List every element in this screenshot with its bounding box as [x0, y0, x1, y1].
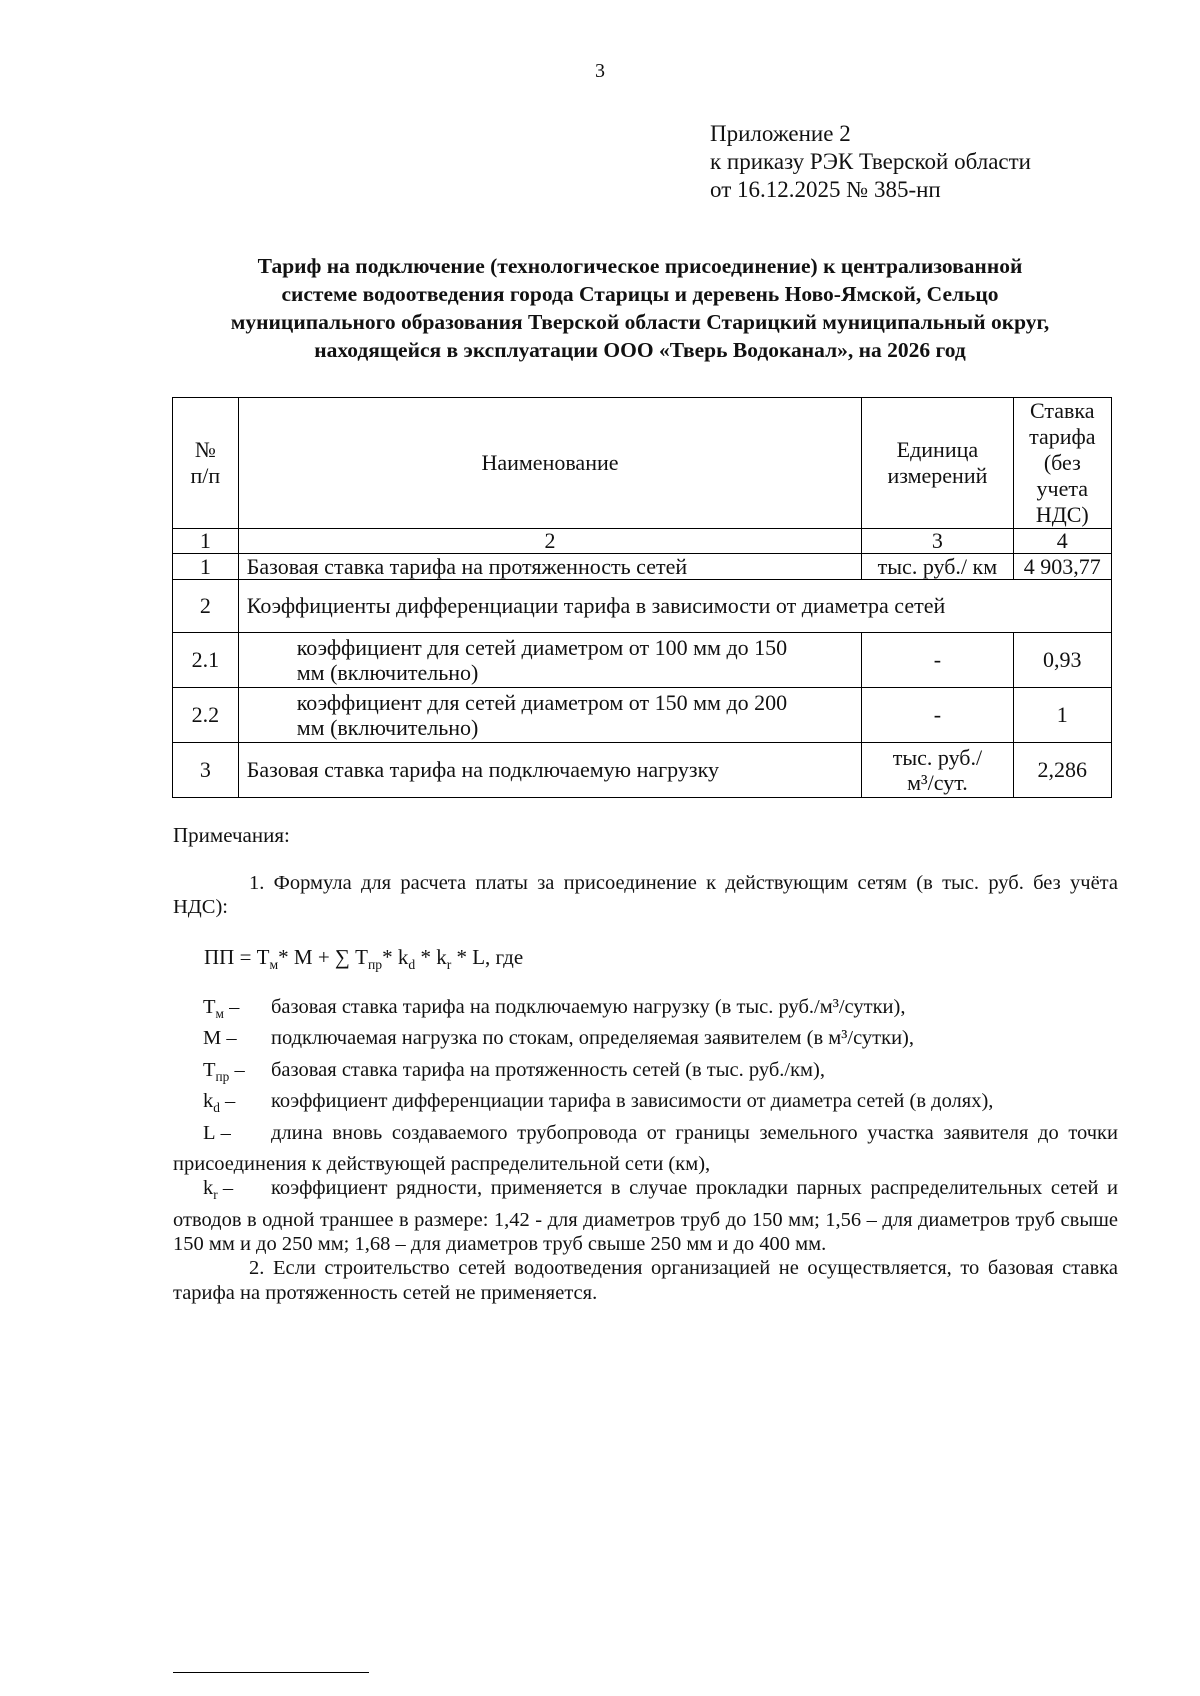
definition-text: базовая ставка тарифа на протяженность сетей (в тыс. руб./км), [271, 1058, 825, 1081]
formula-definitions [173, 995, 1118, 1305]
header-text: Единица [896, 437, 979, 462]
row-unit: - [862, 633, 1013, 688]
header-text: № [194, 437, 216, 462]
definition-term: Т [203, 1058, 216, 1081]
row-rate: 1 [1013, 688, 1111, 743]
definition-text: коэффициент рядности, применяется в случае прокладки парных распределительных сетей и отводов в одной траншее в размере: 1,42 - для диаметров труб до 150 мм; 1,56 – для диаметров труб свыше 150 мм и до 250 мм; 1,68 – для диаметров труб свыше 250 мм и до 400 мм. [173, 1177, 1118, 1255]
definition-item [173, 1176, 1118, 1256]
definition-term-subscript: r [213, 1187, 218, 1203]
definition-dash: – [223, 996, 240, 1018]
formula-part: * k [382, 945, 409, 969]
formula-subscript: r [446, 957, 452, 973]
header-number [173, 398, 239, 529]
definition-text: базовая ставка тарифа на подключаемую нагрузку (в тыс. руб./м³/сутки), [271, 996, 906, 1018]
row-number: 2.2 [173, 688, 239, 743]
row-name-line: коэффициент для сетей диаметром от 150 мм до 200 [296, 690, 788, 715]
definition-term: М [203, 1027, 222, 1050]
header-rate [1013, 398, 1111, 529]
table-header-row [173, 398, 1112, 529]
column-number-row [173, 529, 1112, 554]
definition-term: L [203, 1121, 216, 1144]
title-line: системе водоотведения города Старицы и деревень Ново-Ямской, Сельцо [281, 282, 999, 306]
header-name: Наименование [238, 398, 862, 529]
title-line: муниципального образования Тверской области Старицкий муниципальный округ, [230, 310, 1050, 334]
table-row [173, 580, 1112, 633]
row-name: Базовая ставка тарифа на подключаемую нагрузку [238, 743, 862, 798]
appendix-line: Приложение 2 [710, 121, 851, 146]
definition-item [173, 1026, 1118, 1057]
page-number: 3 [595, 60, 605, 82]
definition-text: коэффициент дифференциации тарифа в зависимости от диаметра сетей (в долях), [271, 1090, 994, 1113]
appendix-line: от 16.12.2025 № 385-нп [710, 177, 941, 202]
row-number: 2 [173, 580, 239, 633]
appendix-line: к приказу РЭК Тверской области [710, 149, 1031, 174]
definition-term: Т [203, 996, 216, 1018]
formula-subscript: пр [367, 957, 383, 973]
definition-term-subscript: м [215, 1006, 224, 1022]
row-name: Коэффициенты дифференциации тарифа в зависимости от диаметра сетей [238, 580, 1111, 633]
definition-term: k [203, 1177, 214, 1200]
notes-heading: Примечания: [173, 823, 290, 847]
document-title [160, 252, 1120, 364]
header-unit [862, 398, 1013, 529]
definition-dash: – [221, 1027, 237, 1050]
note-1: 1. Формула для расчета платы за присоединение к действующим сетям (в тыс. руб. без учёта НДС): [173, 872, 1118, 918]
definition-dash: – [217, 1177, 234, 1200]
formula-part: * k [415, 945, 447, 969]
definition-item [173, 1089, 1118, 1120]
definition-term-subscript: пр [215, 1068, 230, 1084]
row-number: 3 [173, 743, 239, 798]
header-text: Ставка [1030, 398, 1095, 423]
column-number: 1 [173, 529, 239, 554]
row-unit: - [862, 688, 1013, 743]
formula-part: * L, где [451, 945, 524, 969]
column-number: 4 [1013, 529, 1111, 554]
definition-item [173, 995, 1118, 1026]
row-name-line: мм (включительно) [296, 715, 479, 740]
table-row [173, 688, 1112, 743]
fee-formula [204, 945, 523, 973]
header-text: измерений [887, 463, 988, 488]
row-number: 1 [173, 554, 239, 580]
row-name [238, 688, 862, 743]
row-unit-line: тыс. руб./ [892, 745, 983, 770]
table-row [173, 554, 1112, 580]
row-rate: 4 903,77 [1013, 554, 1111, 580]
footnote-rule [173, 1672, 369, 1673]
row-unit [862, 743, 1013, 798]
row-unit-line: м³/сут. [907, 770, 968, 795]
formula-part: * М + ∑ Т [278, 945, 368, 969]
formula-subscript: d [408, 957, 416, 973]
definition-item [173, 1058, 1118, 1089]
note-2: 2. Если строительство сетей водоотведения организацией не осуществляется, то базовая ставка тарифа на протяженность сетей не применяется. [173, 1257, 1118, 1304]
definition-dash: – [215, 1121, 231, 1144]
definition-term-subscript: d [213, 1100, 220, 1116]
title-line: Тариф на подключение (технологическое присоединение) к централизованной [257, 254, 1023, 278]
row-name [238, 633, 862, 688]
table-row [173, 743, 1112, 798]
definition-dash: – [229, 1058, 245, 1081]
row-name-line: мм (включительно) [296, 660, 479, 685]
row-name: Базовая ставка тарифа на протяженность сетей [238, 554, 862, 580]
definition-term: k [203, 1090, 214, 1113]
header-text: тарифа [1029, 424, 1096, 449]
definition-dash: – [219, 1090, 236, 1113]
header-text: (без учета [1036, 450, 1089, 501]
column-number: 2 [238, 529, 862, 554]
title-line: находящейся в эксплуатации ООО «Тверь Водоканал», на 2026 год [314, 338, 966, 362]
header-text: НДС) [1035, 502, 1089, 527]
row-unit: тыс. руб./ км [862, 554, 1013, 580]
row-name-line: коэффициент для сетей диаметром от 100 мм до 150 [296, 635, 788, 660]
appendix-block [710, 120, 1031, 204]
row-rate: 0,93 [1013, 633, 1111, 688]
row-rate: 2,286 [1013, 743, 1111, 798]
row-number: 2.1 [173, 633, 239, 688]
formula-part: ПП = Т [204, 945, 270, 969]
definition-item [173, 1121, 1118, 1177]
column-number: 3 [862, 529, 1013, 554]
table-row [173, 633, 1112, 688]
definition-text: подключаемая нагрузка по стокам, определяемая заявителем (в м³/сутки), [271, 1027, 915, 1050]
tariff-table [172, 397, 1112, 798]
header-text: п/п [190, 463, 221, 488]
definition-text: длина вновь создаваемого трубопровода от границы земельного участка заявителя до точки присоединения к действующей распределительной сети (км), [173, 1121, 1118, 1175]
formula-subscript: м [269, 957, 279, 973]
